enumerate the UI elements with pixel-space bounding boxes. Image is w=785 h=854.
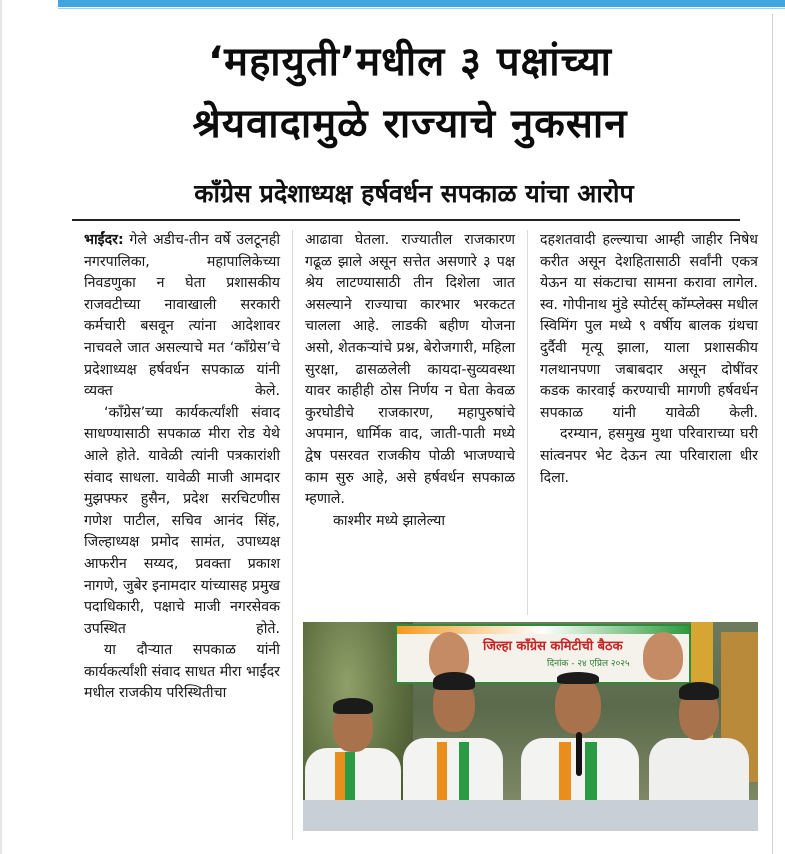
column-divider xyxy=(527,230,528,615)
paragraph-text: गेले अडीच-तीन वर्षे उलटूनही नगरपालिका, महापालिकेच्या निवडणुका न घेता प्रशासकीय राजवटीच्या नावाखाली सरकारी कर्मचारी बसवून त्यांना आदेशावर नाचवले जात असल्याचे मत ‘काँग्रेस’चे प्रदेशाध्यक्ष हर्षवर्धन सपकाळ यांनी व्यक्त केले. xyxy=(84,232,280,400)
microphone xyxy=(576,732,582,776)
subheadline-underline xyxy=(72,219,740,221)
paragraph: या दौऱ्यात सपकाळ यांनी कार्यकर्त्यांशी संवाद साधत मीरा भाईंदर मधील राजकीय परिस्थितीचा xyxy=(84,642,280,702)
article-column-1 xyxy=(84,230,280,705)
banner-title: जिल्हा काँग्रेस कमिटीची बैठक xyxy=(483,639,623,654)
article-column-3 xyxy=(540,230,758,489)
top-color-band-thin xyxy=(58,8,785,9)
subheadline: काँग्रेस प्रदेशाध्यक्ष हर्षवर्धन सपकाळ यांचा आरोप xyxy=(194,179,634,208)
banner-date: दिनांक - २४ एप्रिल २०२५ xyxy=(547,659,630,669)
headline-line-2: श्रेयवादामुळे राज्याचे नुकसान xyxy=(192,101,628,147)
dateline: भाईंदर: xyxy=(84,232,124,248)
paragraph: दरम्यान, हसमुख मुथा परिवाराच्या घरी सांत्वनपर भेट देऊन त्या परिवाराला धीर दिला. xyxy=(540,426,758,486)
banner-portrait xyxy=(643,632,683,680)
event-photo xyxy=(303,622,758,831)
headline-line-1: ‘महायुती’मधील ३ पक्षांच्या xyxy=(207,39,613,85)
column-divider xyxy=(292,230,293,840)
paragraph: आढावा घेतला. राज्यातील राजकारण गढूळ झाले असून सत्तेत असणारे ३ पक्ष श्रेय लाटण्यासाठी तीन दिशेला जात असल्याने राज्याचा कारभार भरकटत चालला आहे. लाडकी बहीण योजना असो, शेतकऱ्यांचे प्रश्न, बेरोजगारी, महिला सुरक्षा, ढासळलेली कायदा-सुव्यवस्था यावर काहीही ठोस निर्णय न घेता केवळ कुरघोडीचे राजकारण, महापुरुषांचे अपमान, धार्मिक वाद, जाती-पाती मध्ये द्वेष पसरवत राजकीय पोळी भाजण्याचे काम सुरु आहे, असे हर्षवर्धन सपकाळ म्हणाले. xyxy=(305,232,515,508)
article-column-2 xyxy=(305,230,515,532)
paragraph xyxy=(84,230,280,403)
table xyxy=(303,800,758,831)
page-edge xyxy=(0,0,2,854)
paragraph: काश्मीर मध्ये झालेल्या xyxy=(333,512,446,529)
paragraph: दहशतवादी हल्ल्याचा आम्ही जाहीर निषेध करीत असून देशहितासाठी सर्वांनी एकत्र येऊन या संकटाचा सामना करावा लागेल. स्व. गोपीनाथ मुंडे स्पोर्टस् कॉम्प्लेक्स मधील स्विमिंग पुल मध्ये ९ वर्षीय बालक ग्रंथचा दुर्दैवी मृत्यू झाला, याला प्रशासकीय गलथानपणा जबाबदार असून दोषींवर कडक कारवाई करण्याची मागणी हर्षवर्धन सपकाळ यांनी यावेळी केली. xyxy=(540,232,758,421)
paragraph: ‘काँग्रेस’च्या कार्यकर्त्यांशी संवाद साधण्यासाठी सपकाळ मीरा रोड येथे आले होते. यावेळी त्यांनी पत्रकारांशी संवाद साधला. यावेळी माजी आमदार मुझफ्फर हुसैन, प्रदेश सरचिटणीस गणेश पाटील, सचिव आनंद सिंह, जिल्हाध्यक्ष प्रमोद सामंत, उपाध्यक्ष आफरीन सय्यद, प्रवक्ता प्रकाश नागणे, जुबेर इनामदार यांच्यासह प्रमुख पदाधिकारी, पक्षाचे माजी नगरसेवक उपस्थित होते. xyxy=(84,404,280,637)
top-color-band xyxy=(58,0,785,7)
